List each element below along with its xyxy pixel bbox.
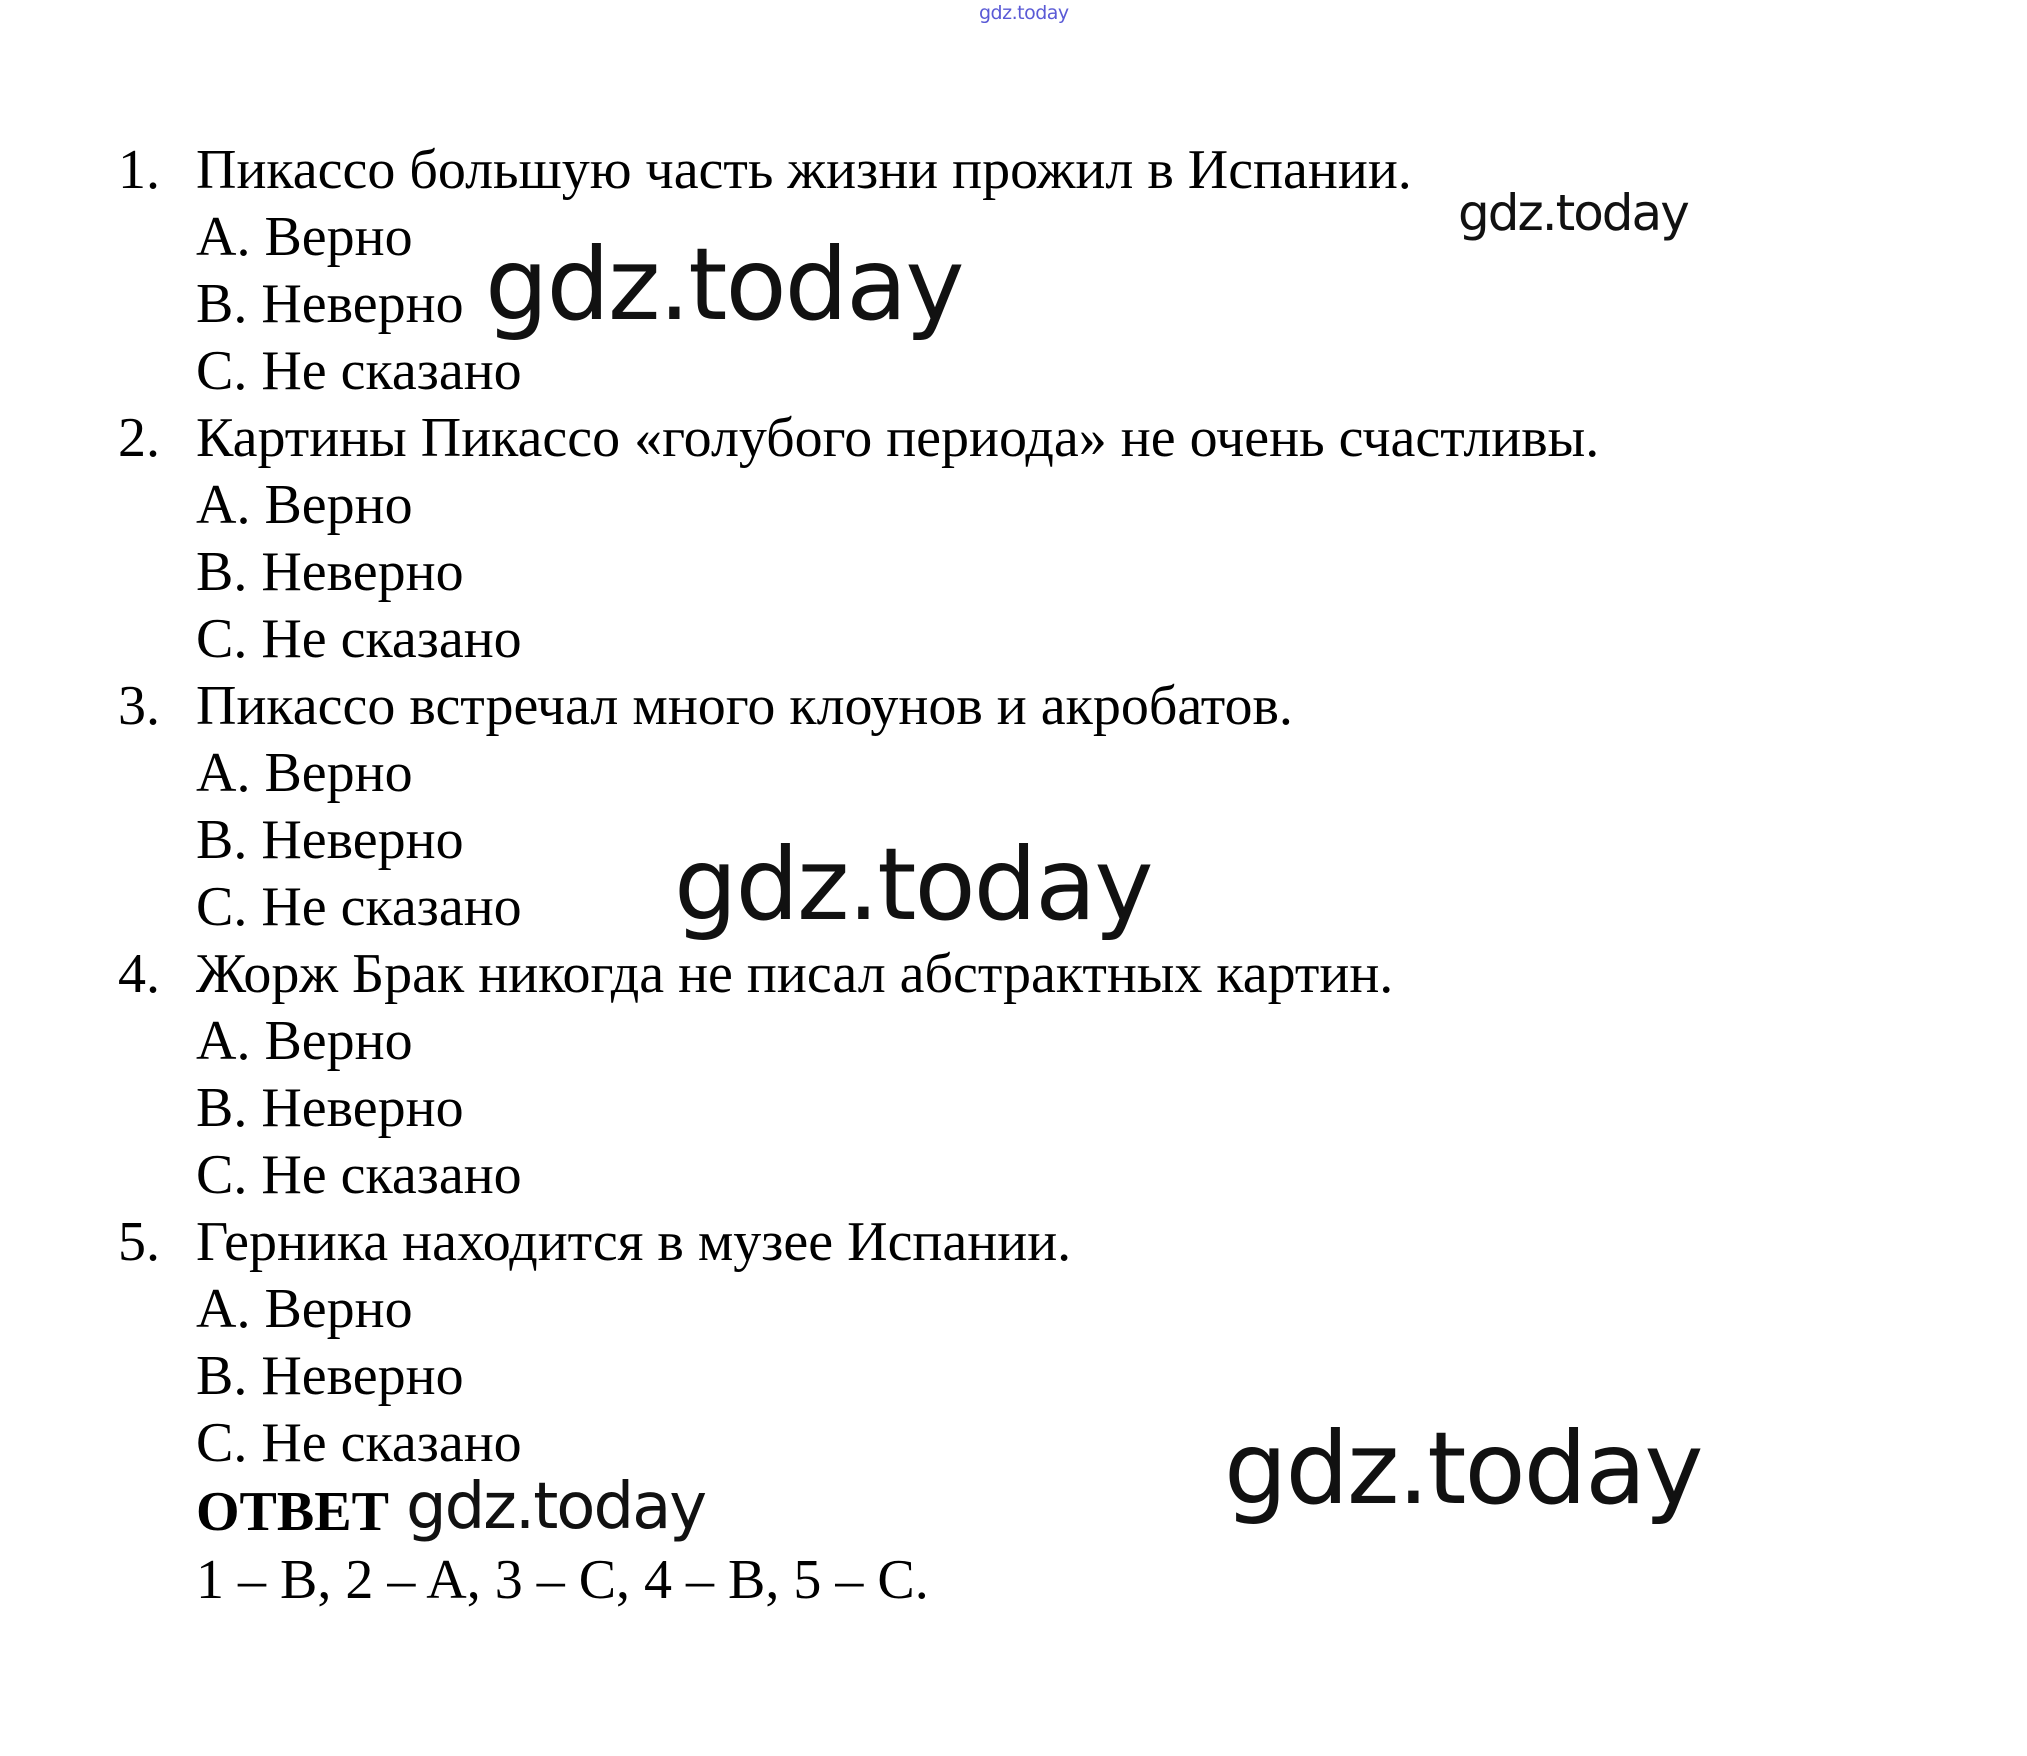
watermark: gdz.today bbox=[485, 226, 963, 343]
watermark: gdz.today bbox=[674, 826, 1152, 943]
option-a: A. Верно bbox=[196, 1010, 413, 1072]
watermark: gdz.today bbox=[1458, 184, 1688, 242]
question-text: Жорж Брак никогда не писал абстрактных картин. bbox=[196, 943, 1394, 1005]
question-number: 2. bbox=[118, 407, 160, 469]
question-number: 5. bbox=[118, 1211, 160, 1273]
answer-heading: ОТВЕТ bbox=[196, 1481, 389, 1543]
question-text: Картины Пикассо «голубого периода» не очень счастливы. bbox=[196, 407, 1600, 469]
question-text: Герника находится в музее Испании. bbox=[196, 1211, 1072, 1273]
question-number: 1. bbox=[118, 139, 160, 201]
answer-text: 1 – B, 2 – A, 3 – C, 4 – B, 5 – C. bbox=[196, 1549, 929, 1611]
option-a: A. Верно bbox=[196, 206, 413, 268]
option-c: C. Не сказано bbox=[196, 340, 522, 402]
option-b: B. Неверно bbox=[196, 1077, 464, 1139]
question-text: Пикассо встречал много клоунов и акробатов. bbox=[196, 675, 1293, 737]
option-c: C. Не сказано bbox=[196, 876, 522, 938]
option-c: C. Не сказано bbox=[196, 608, 522, 670]
option-a: A. Верно bbox=[196, 474, 413, 536]
option-b: B. Неверно bbox=[196, 273, 464, 335]
watermark: gdz.today bbox=[1224, 1410, 1702, 1527]
option-b: B. Неверно bbox=[196, 541, 464, 603]
watermark: gdz.today bbox=[406, 1470, 706, 1544]
option-a: A. Верно bbox=[196, 1278, 413, 1340]
option-a: A. Верно bbox=[196, 742, 413, 804]
option-b: B. Неверно bbox=[196, 809, 464, 871]
question-text: Пикассо большую часть жизни прожил в Испании. bbox=[196, 139, 1412, 201]
option-b: B. Неверно bbox=[196, 1345, 464, 1407]
question-number: 4. bbox=[118, 943, 160, 1005]
question-number: 3. bbox=[118, 675, 160, 737]
option-c: C. Не сказано bbox=[196, 1144, 522, 1206]
option-c: C. Не сказано bbox=[196, 1412, 522, 1474]
header-watermark: gdz.today bbox=[979, 2, 1069, 24]
